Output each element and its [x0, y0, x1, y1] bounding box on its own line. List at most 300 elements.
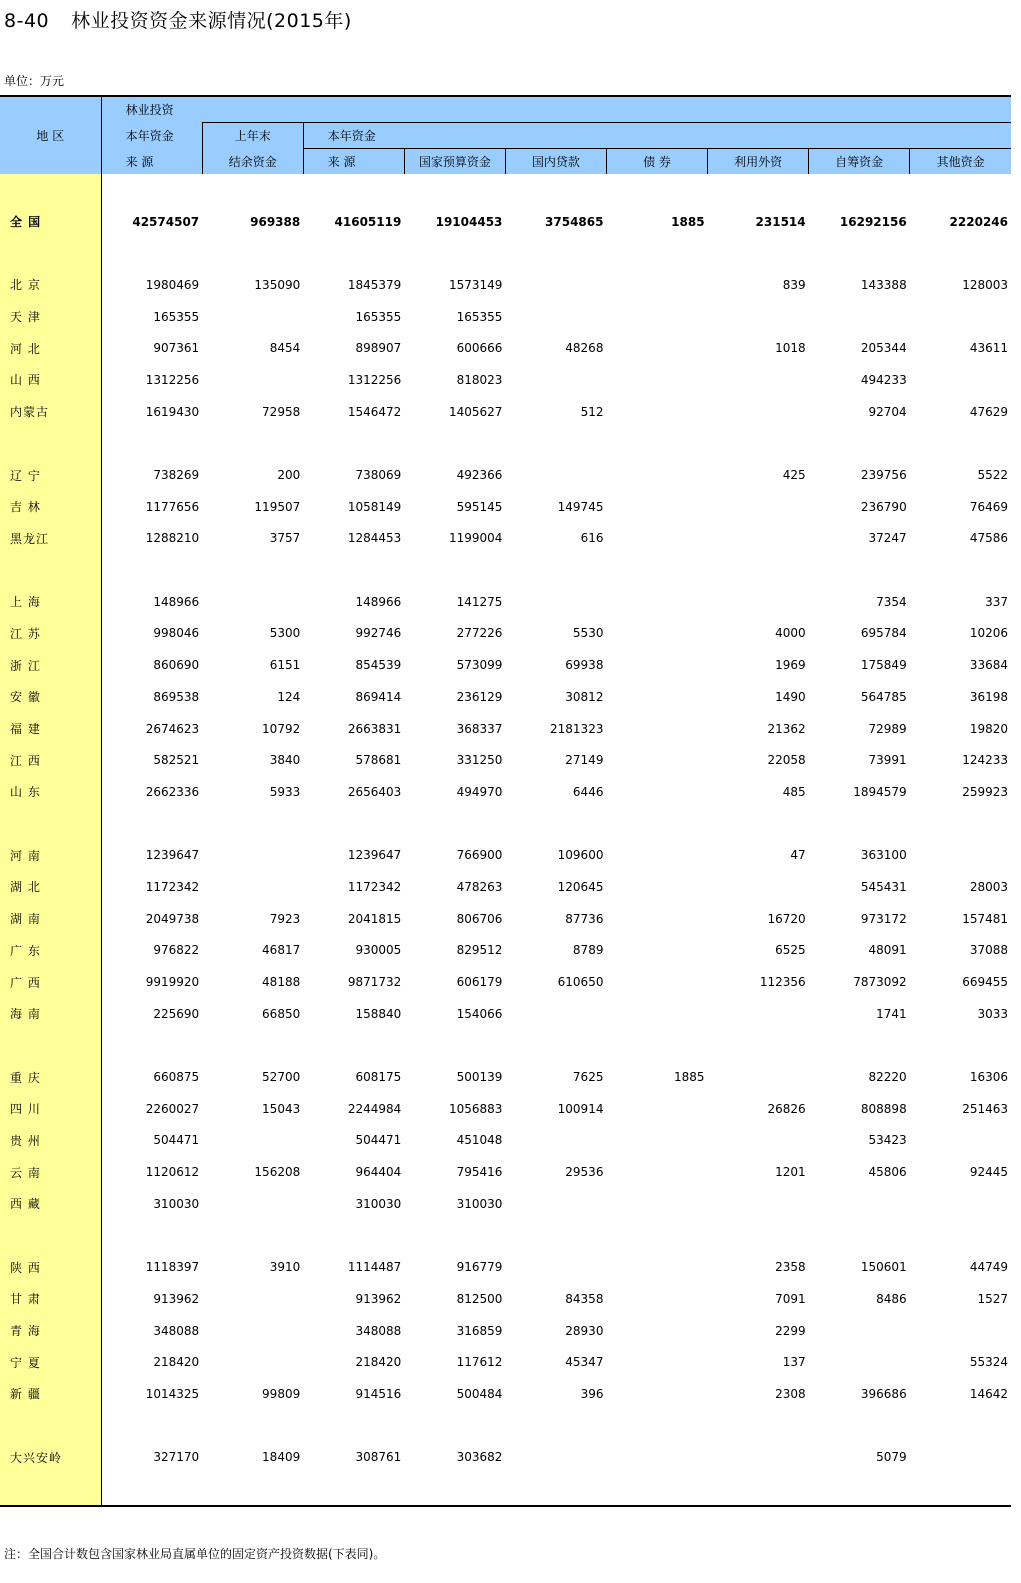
value-cell: [202, 586, 303, 618]
value-cell: 348088: [355, 1323, 402, 1338]
value-cell: 236790: [860, 499, 907, 514]
value-cell: [202, 1346, 303, 1378]
empty-cell: [202, 174, 303, 206]
value-cell: 2049738: [145, 911, 200, 926]
value-cell: [708, 871, 809, 903]
region-cell: 西 藏: [0, 1188, 101, 1220]
region-cell: 陕 西: [0, 1251, 101, 1283]
value-cell: 37247: [868, 531, 907, 546]
table-body: [0, 174, 1011, 1506]
value-cell: 3840: [269, 753, 301, 768]
empty-cell: [606, 1220, 707, 1252]
value-cell: 1288210: [145, 531, 200, 546]
header-current-1: 本年资金: [303, 123, 1011, 149]
region-cell: 江 西: [0, 744, 101, 776]
value-cell: [202, 1188, 303, 1220]
value-cell: 492366: [456, 468, 503, 483]
empty-cell: [606, 237, 707, 269]
value-cell: 610650: [557, 975, 604, 990]
value-cell: [606, 871, 707, 903]
value-cell: [202, 1315, 303, 1347]
empty-cell: [202, 1030, 303, 1062]
empty-cell: [303, 428, 404, 460]
table-row: [0, 332, 1011, 364]
value-cell: 1980469: [145, 277, 200, 292]
value-cell: 48091: [868, 943, 907, 958]
value-cell: 582521: [153, 753, 200, 768]
value-cell: 303682: [456, 1450, 503, 1465]
table-row: [0, 1093, 1011, 1125]
empty-cell: [101, 808, 202, 840]
value-cell: 72989: [868, 721, 907, 736]
value-cell: 976822: [153, 943, 200, 958]
value-cell: 158840: [355, 1006, 402, 1021]
value-cell: 48268: [565, 341, 604, 356]
header-carryover-2: 结余资金: [202, 149, 303, 175]
value-cell: 1312256: [145, 372, 200, 387]
value-cell: 135090: [254, 277, 301, 292]
value-cell: 28930: [565, 1323, 604, 1338]
spacer-row: [0, 1030, 1011, 1062]
value-cell: 5933: [269, 784, 301, 799]
header-total-funds-1: 本年资金: [125, 129, 174, 143]
empty-cell: [809, 1030, 910, 1062]
table-row: [0, 776, 1011, 808]
value-cell: [910, 364, 1011, 396]
value-cell: 1845379: [347, 277, 402, 292]
value-cell: 812500: [456, 1291, 503, 1306]
value-cell: 76469: [969, 499, 1008, 514]
value-cell: 48188: [262, 975, 301, 990]
value-cell: 92445: [969, 1165, 1008, 1180]
value-cell: [202, 1125, 303, 1157]
value-cell: 564785: [860, 689, 907, 704]
value-cell: 200: [277, 468, 301, 483]
region-cell: 河 南: [0, 839, 101, 871]
value-cell: 930005: [355, 943, 402, 958]
value-cell: 6446: [572, 784, 604, 799]
table-row: [0, 839, 1011, 871]
value-cell: 7091: [775, 1291, 806, 1306]
value-cell: 43611: [969, 341, 1008, 356]
header-sub-1: 国内贷款: [505, 149, 606, 175]
value-cell: [708, 1125, 809, 1157]
value-cell: 112356: [759, 975, 806, 990]
empty-cell: [708, 1030, 809, 1062]
empty-cell: [202, 237, 303, 269]
value-cell: 2662336: [145, 784, 200, 799]
header-sub-5: 其他资金: [910, 149, 1011, 175]
table-row: [0, 301, 1011, 333]
value-cell: [708, 1188, 809, 1220]
empty-cell: [202, 428, 303, 460]
value-cell: 100914: [557, 1101, 604, 1116]
empty-cell: [404, 174, 505, 206]
value-cell: 99809: [262, 1386, 301, 1401]
value-cell: 47629: [969, 404, 1008, 419]
empty-cell: [202, 1473, 303, 1506]
empty-cell: [809, 1410, 910, 1442]
table-row: [0, 998, 1011, 1030]
value-cell: 998046: [153, 626, 200, 641]
value-cell: [606, 966, 707, 998]
header-top: 林业投资: [101, 96, 1011, 123]
value-cell: [708, 491, 809, 523]
value-cell: 117612: [456, 1355, 503, 1370]
value-cell: 308761: [355, 1450, 402, 1465]
region-cell: 大兴安岭: [0, 1442, 101, 1474]
table-row: [0, 396, 1011, 428]
value-cell: 669455: [962, 975, 1008, 990]
region-cell: [0, 1030, 101, 1062]
value-cell: 500484: [456, 1386, 503, 1401]
value-cell: [606, 998, 707, 1030]
region-cell: 福 建: [0, 713, 101, 745]
value-cell: 1114487: [347, 1260, 402, 1275]
empty-cell: [809, 808, 910, 840]
value-cell: [606, 523, 707, 555]
empty-cell: [101, 237, 202, 269]
table-row: [0, 618, 1011, 650]
table-row: [0, 935, 1011, 967]
empty-cell: [910, 174, 1011, 206]
spacer-row: [0, 237, 1011, 269]
value-cell: 2358: [775, 1260, 806, 1275]
value-cell: 157481: [962, 911, 1008, 926]
value-cell: 494233: [860, 372, 907, 387]
value-cell: 1284453: [347, 531, 402, 546]
value-cell: 310030: [456, 1196, 503, 1211]
value-cell: 128003: [962, 277, 1008, 292]
region-cell: [0, 1220, 101, 1252]
value-cell: 69938: [565, 658, 604, 673]
value-cell: 1172342: [347, 879, 402, 894]
value-cell: [708, 1442, 809, 1474]
region-cell: 海 南: [0, 998, 101, 1030]
value-cell: 46817: [262, 943, 301, 958]
value-cell: [505, 1442, 606, 1474]
value-cell: 259923: [962, 784, 1008, 799]
value-cell: 6151: [269, 658, 301, 673]
value-cell: 1120612: [145, 1165, 200, 1180]
table-row: [0, 744, 1011, 776]
region-cell: [0, 237, 101, 269]
value-cell: 363100: [860, 848, 907, 863]
value-cell: 165355: [153, 309, 200, 324]
value-cell: [202, 1283, 303, 1315]
value-cell: 10792: [262, 721, 301, 736]
value-cell: 578681: [355, 753, 402, 768]
value-cell: 18409: [262, 1450, 301, 1465]
value-cell: 695784: [860, 626, 907, 641]
empty-cell: [505, 1410, 606, 1442]
value-cell: [708, 1061, 809, 1093]
value-cell: 218420: [153, 1355, 200, 1370]
empty-cell: [505, 1220, 606, 1252]
empty-cell: [606, 174, 707, 206]
region-cell: 上 海: [0, 586, 101, 618]
value-cell: [910, 1315, 1011, 1347]
value-cell: 348088: [153, 1323, 200, 1338]
value-cell: 15043: [262, 1101, 301, 1116]
value-cell: 2656403: [347, 784, 402, 799]
empty-cell: [910, 237, 1011, 269]
value-cell: 1056883: [448, 1101, 503, 1116]
table-row: [0, 1156, 1011, 1188]
value-cell: 22058: [767, 753, 806, 768]
value-cell: 1885: [674, 1070, 705, 1085]
empty-cell: [505, 808, 606, 840]
table-header: [0, 96, 1011, 174]
table-row: [0, 1346, 1011, 1378]
empty-cell: [404, 1220, 505, 1252]
value-cell: 44749: [969, 1260, 1008, 1275]
value-cell: 766900: [456, 848, 503, 863]
value-cell: 2041815: [347, 911, 402, 926]
value-cell: 45806: [868, 1165, 907, 1180]
value-cell: 504471: [153, 1133, 200, 1148]
value-cell: 854539: [355, 658, 402, 673]
value-cell: [606, 1188, 707, 1220]
region-cell: 全 国: [0, 206, 101, 238]
empty-cell: [202, 808, 303, 840]
value-cell: 277226: [456, 626, 503, 641]
empty-cell: [404, 237, 505, 269]
table-number: 8-40: [4, 10, 50, 32]
value-cell: 916779: [456, 1260, 503, 1275]
value-cell: 368337: [456, 721, 503, 736]
value-cell: 120645: [557, 879, 604, 894]
value-cell: 16306: [969, 1070, 1008, 1085]
table-row: [0, 1315, 1011, 1347]
empty-cell: [404, 1410, 505, 1442]
table-row: [0, 269, 1011, 301]
region-cell: [0, 428, 101, 460]
value-cell: 41605119: [334, 214, 402, 229]
value-cell: 2244984: [347, 1101, 402, 1116]
value-cell: [606, 586, 707, 618]
empty-cell: [101, 554, 202, 586]
value-cell: 913962: [153, 1291, 200, 1306]
empty-cell: [606, 428, 707, 460]
value-cell: [809, 1346, 910, 1378]
value-cell: 738069: [355, 468, 402, 483]
value-cell: 28003: [969, 879, 1008, 894]
value-cell: [606, 713, 707, 745]
value-cell: 66850: [262, 1006, 301, 1021]
header-current-2: 来 源: [303, 149, 404, 175]
value-cell: 141275: [456, 594, 503, 609]
table-row: [0, 1378, 1011, 1410]
value-cell: 2674623: [145, 721, 200, 736]
empty-cell: [910, 1220, 1011, 1252]
empty-cell: [303, 1220, 404, 1252]
value-cell: 1894579: [853, 784, 907, 799]
empty-cell: [809, 428, 910, 460]
value-cell: [606, 364, 707, 396]
region-cell: 山 东: [0, 776, 101, 808]
empty-cell: [910, 1410, 1011, 1442]
empty-cell: [606, 1030, 707, 1062]
region-cell: [0, 1473, 101, 1506]
value-cell: 7354: [876, 594, 907, 609]
value-cell: [606, 776, 707, 808]
value-cell: 1969: [775, 658, 806, 673]
value-cell: [606, 332, 707, 364]
value-cell: 829512: [456, 943, 503, 958]
value-cell: [606, 301, 707, 333]
empty-cell: [708, 808, 809, 840]
value-cell: 53423: [868, 1133, 907, 1148]
empty-cell: [404, 1030, 505, 1062]
value-cell: 42574507: [132, 214, 200, 229]
value-cell: [606, 649, 707, 681]
empty-cell: [606, 554, 707, 586]
value-cell: 55324: [969, 1355, 1008, 1370]
empty-cell: [910, 808, 1011, 840]
region-cell: 湖 北: [0, 871, 101, 903]
value-cell: 143388: [860, 277, 907, 292]
value-cell: 7873092: [853, 975, 907, 990]
value-cell: 992746: [355, 626, 402, 641]
value-cell: 72958: [262, 404, 301, 419]
region-cell: 山 西: [0, 364, 101, 396]
table-row: [0, 459, 1011, 491]
value-cell: 808898: [860, 1101, 907, 1116]
value-cell: 7625: [572, 1070, 604, 1085]
value-cell: [809, 301, 910, 333]
value-cell: [809, 1315, 910, 1347]
empty-cell: [809, 1473, 910, 1506]
empty-cell: [910, 554, 1011, 586]
value-cell: 606179: [456, 975, 503, 990]
spacer-row: [0, 1410, 1011, 1442]
empty-cell: [101, 174, 202, 206]
region-cell: 新 疆: [0, 1378, 101, 1410]
table-row: [0, 1125, 1011, 1157]
value-cell: 3754865: [545, 214, 604, 229]
value-cell: [708, 364, 809, 396]
value-cell: [606, 681, 707, 713]
value-cell: [505, 269, 606, 301]
value-cell: [708, 586, 809, 618]
value-cell: 1885: [671, 214, 705, 229]
empty-cell: [910, 428, 1011, 460]
empty-cell: [404, 1473, 505, 1506]
value-cell: 1058149: [347, 499, 402, 514]
empty-cell: [505, 1030, 606, 1062]
value-cell: 660875: [153, 1070, 200, 1085]
value-cell: 860690: [153, 658, 200, 673]
empty-cell: [809, 237, 910, 269]
value-cell: [202, 839, 303, 871]
header-area: 地 区: [0, 96, 101, 174]
table-row: [0, 1188, 1011, 1220]
spacer-row: [0, 174, 1011, 206]
value-cell: 16292156: [839, 214, 907, 229]
value-cell: 1018: [775, 341, 806, 356]
value-cell: 2220246: [949, 214, 1008, 229]
region-cell: 吉 林: [0, 491, 101, 523]
value-cell: 27149: [565, 753, 604, 768]
empty-cell: [404, 554, 505, 586]
value-cell: 47586: [969, 531, 1008, 546]
table-row: [0, 1442, 1011, 1474]
empty-cell: [708, 428, 809, 460]
region-cell: 北 京: [0, 269, 101, 301]
value-cell: 26826: [767, 1101, 806, 1116]
value-cell: 869538: [153, 689, 200, 704]
value-cell: 137: [782, 1355, 806, 1370]
value-cell: 84358: [565, 1291, 604, 1306]
spacer-row: [0, 554, 1011, 586]
empty-cell: [505, 1473, 606, 1506]
table-row: [0, 1283, 1011, 1315]
value-cell: [910, 839, 1011, 871]
value-cell: 616: [580, 531, 604, 546]
value-cell: 10206: [969, 626, 1008, 641]
value-cell: 19104453: [435, 214, 503, 229]
value-cell: 2299: [775, 1323, 806, 1338]
region-cell: 辽 宁: [0, 459, 101, 491]
value-cell: 37088: [969, 943, 1008, 958]
value-cell: 9919920: [145, 975, 200, 990]
spacer-row: [0, 808, 1011, 840]
empty-cell: [505, 174, 606, 206]
value-cell: 205344: [860, 341, 907, 356]
value-cell: 1546472: [347, 404, 402, 419]
empty-cell: [505, 237, 606, 269]
value-cell: 907361: [153, 341, 200, 356]
value-cell: 165355: [355, 309, 402, 324]
value-cell: 608175: [355, 1070, 402, 1085]
value-cell: [202, 364, 303, 396]
value-cell: 331250: [456, 753, 503, 768]
empty-cell: [303, 554, 404, 586]
header-carryover-1: 上年末: [202, 123, 303, 149]
value-cell: 2663831: [347, 721, 402, 736]
value-cell: 1619430: [145, 404, 200, 419]
empty-cell: [505, 428, 606, 460]
value-cell: 545431: [860, 879, 907, 894]
value-cell: 2260027: [145, 1101, 200, 1116]
value-cell: [505, 1188, 606, 1220]
value-cell: 175849: [860, 658, 907, 673]
value-cell: 396: [580, 1386, 604, 1401]
header-sub-2: 债 券: [606, 149, 707, 175]
value-cell: 3033: [977, 1006, 1008, 1021]
region-cell: 宁 夏: [0, 1346, 101, 1378]
value-cell: 30812: [565, 689, 604, 704]
value-cell: 914516: [355, 1386, 402, 1401]
value-cell: 29536: [565, 1165, 604, 1180]
region-cell: 黑龙江: [0, 523, 101, 555]
value-cell: 869414: [355, 689, 402, 704]
value-cell: 1490: [775, 689, 806, 704]
value-cell: 1573149: [448, 277, 503, 292]
value-cell: 4000: [775, 626, 806, 641]
value-cell: 478263: [456, 879, 503, 894]
value-cell: 3910: [269, 1260, 301, 1275]
region-cell: 甘 肃: [0, 1283, 101, 1315]
empty-cell: [708, 1473, 809, 1506]
value-cell: 45347: [565, 1355, 604, 1370]
value-cell: [910, 301, 1011, 333]
empty-cell: [708, 1220, 809, 1252]
value-cell: 3757: [269, 531, 301, 546]
value-cell: 310030: [153, 1196, 200, 1211]
region-cell: 安 徽: [0, 681, 101, 713]
